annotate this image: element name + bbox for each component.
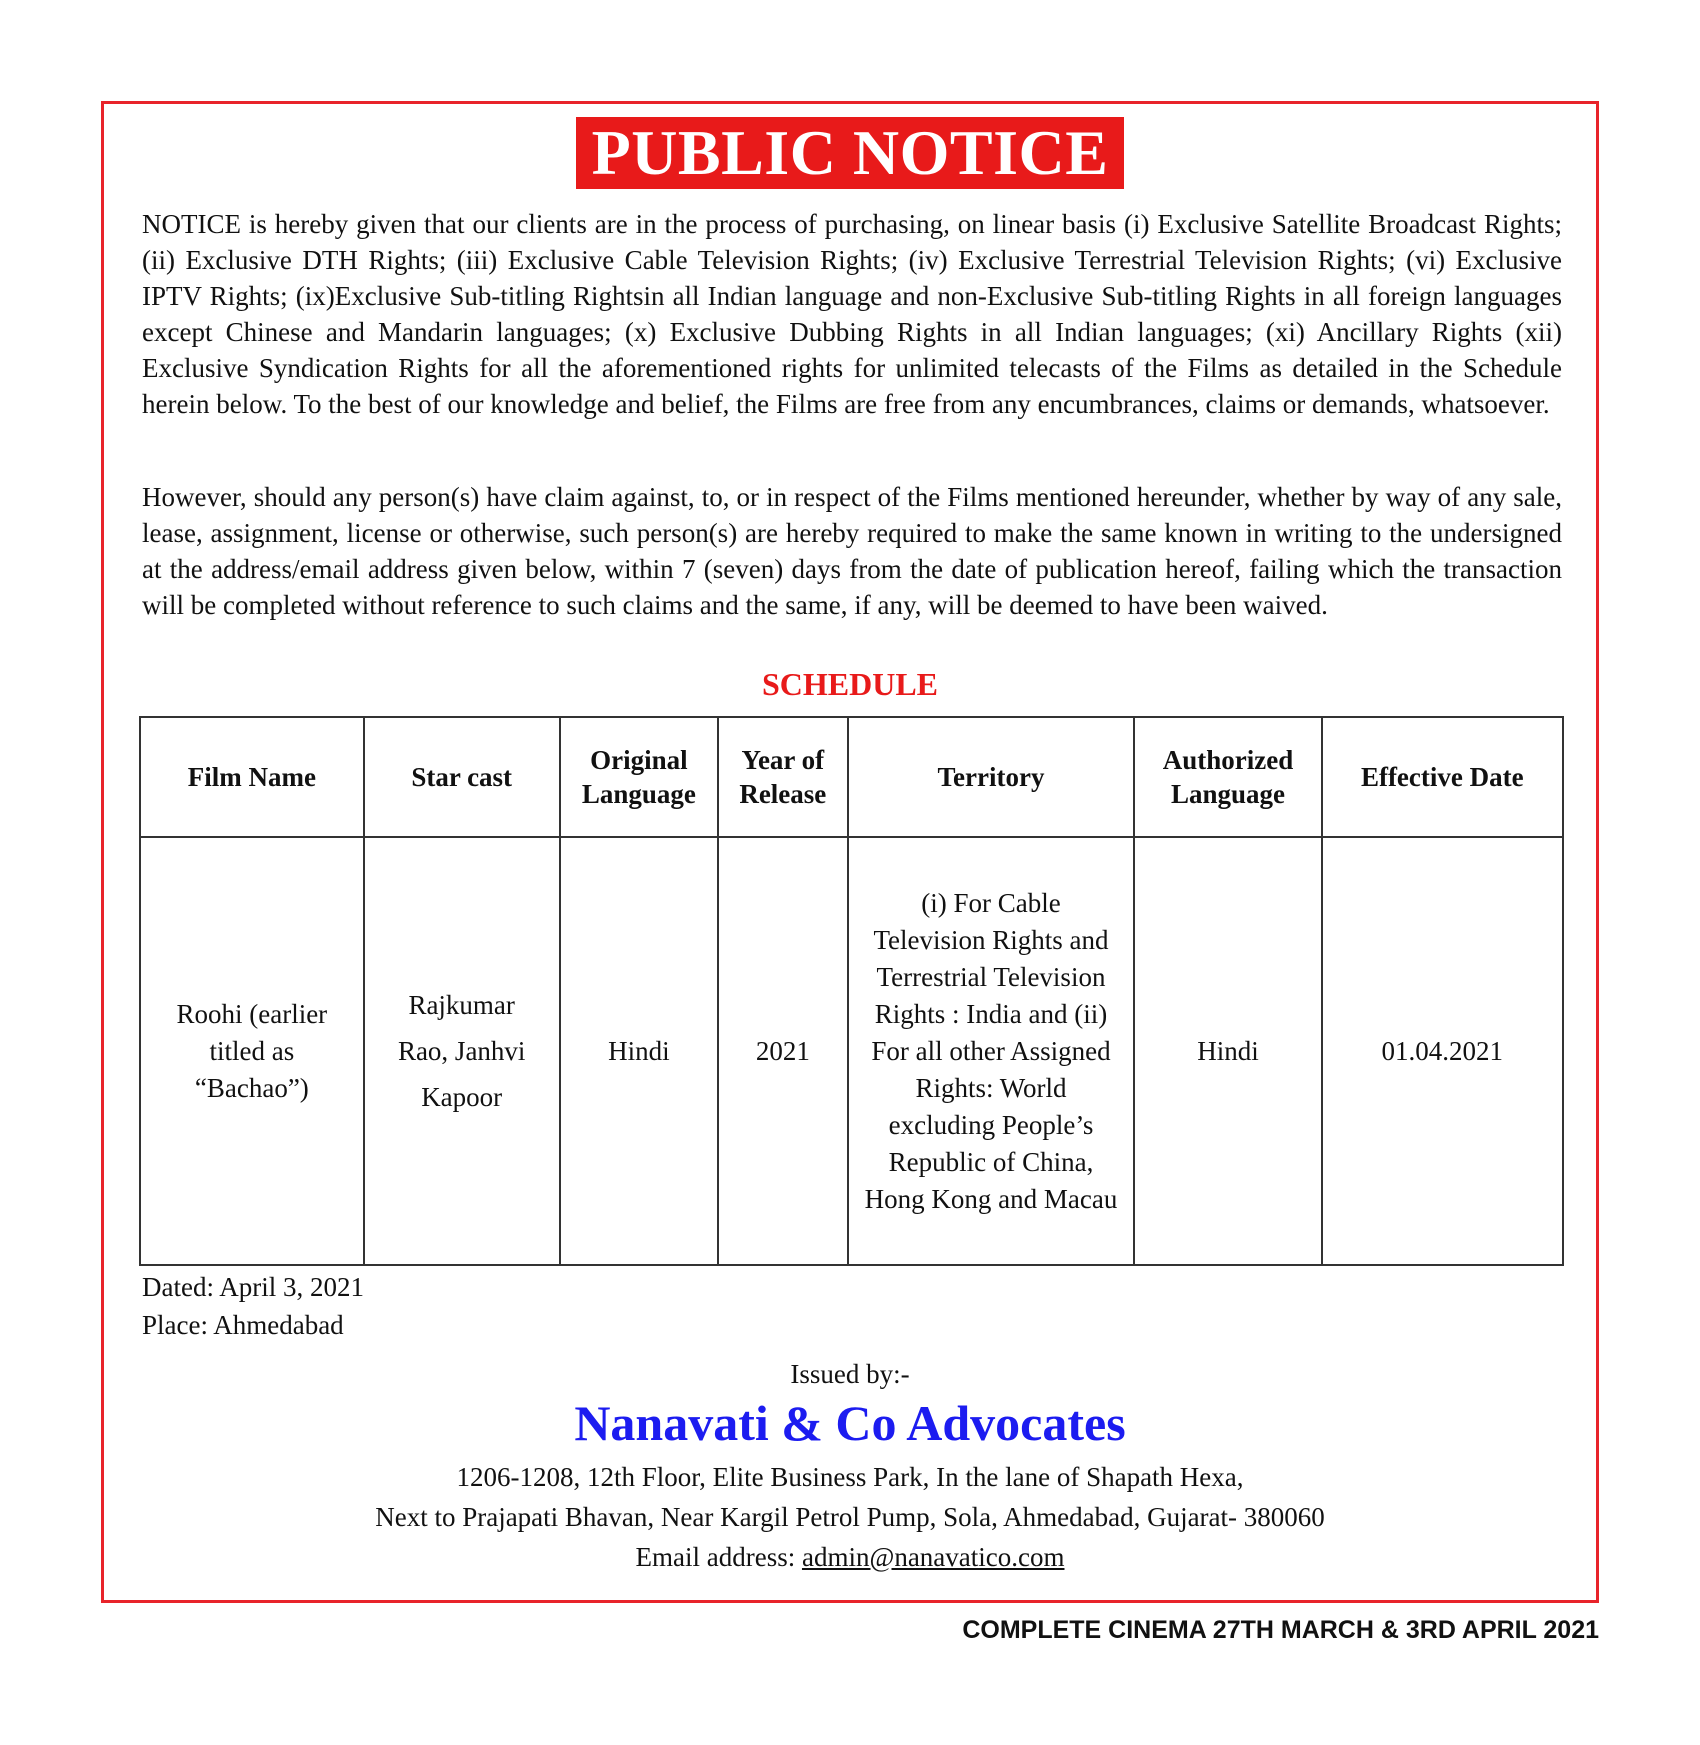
cell-territory: (i) For Cable Television Rights and Terrestrial Television Rights : India and (ii) For all other Assigned Rights: World excluding People’s Republic of China, Hong Kong and Macau (848, 837, 1135, 1265)
cell-star-cast: Rajkumar Rao, Janhvi Kapoor (364, 837, 560, 1265)
email-line (104, 1542, 1596, 1573)
header-authorized-language: Authorized Language (1134, 717, 1321, 837)
schedule-table (139, 716, 1564, 1266)
schedule-heading: SCHEDULE (761, 666, 939, 702)
cell-effective-date: 01.04.2021 (1322, 837, 1563, 1265)
cell-film-name: Roohi (earlier titled as “Bachao”) (140, 837, 364, 1265)
place-text: Place: Ahmedabad (142, 1310, 344, 1340)
header-territory: Territory (848, 717, 1135, 837)
address-line-1: 1206-1208, 12th Floor, Elite Business Park, In the lane of Shapath Hexa, (456, 1462, 1244, 1492)
header-effective-date: Effective Date (1322, 717, 1563, 837)
table-row (140, 837, 1563, 1265)
notice-paragraph-1: NOTICE is hereby given that our clients are in the process of purchasing, on linear basis (i) Exclusive Satellite Broadcast Rights; (ii) Exclusive DTH Rights; (iii) Exclusive Cable Television Rights; (iv) Exclusive Terrestrial Television Rights; (vi) Exclusive IPTV Rights; (ix)Exclusive Sub-titling Rightsin all Indian language and non-Exclusive Sub-titling Rights in all foreign languages except Chinese and Mandarin languages; (x) Exclusive Dubbing Rights in all Indian languages; (xi) Ancillary Rights (xii) Exclusive Syndication Rights for all the aforementioned rights for unlimited telecasts of the Films as detailed in the Schedule herein below. To the best of our knowledge and belief, the Films are free from any encumbrances, claims or demands, whatsoever. (142, 209, 1562, 419)
notice-frame (101, 101, 1599, 1603)
firm-name: Nanavati & Co Advocates (574, 1395, 1126, 1451)
email-link[interactable]: admin@nanavatico.com (801, 1542, 1065, 1572)
header-original-language: Original Language (560, 717, 718, 837)
cell-year-of-release: 2021 (718, 837, 848, 1265)
header-star-cast: Star cast (364, 717, 560, 837)
cell-authorized-language: Hindi (1134, 837, 1321, 1265)
address-line-2: Next to Prajapati Bhavan, Near Kargil Petrol Pump, Sola, Ahmedabad, Gujarat- 380060 (375, 1502, 1325, 1532)
notice-paragraph-2: However, should any person(s) have claim against, to, or in respect of the Films mentioned hereunder, whether by way of any sale, lease, assignment, license or otherwise, such person(s) are hereby required to make the same known in writing to the undersigned at the address/email address given below, within 7 (seven) days from the date of publication hereof, failing which the transaction will be completed without reference to such claims and the same, if any, will be deemed to have been waived. (142, 482, 1562, 620)
dated-text: Dated: April 3, 2021 (142, 1272, 364, 1302)
header-film-name: Film Name (140, 717, 364, 837)
title-wrap (104, 117, 1596, 189)
notice-title: PUBLIC NOTICE (576, 117, 1125, 189)
publication-footer: COMPLETE CINEMA 27TH MARCH & 3RD APRIL 2021 (962, 1616, 1599, 1644)
cell-original-language: Hindi (560, 837, 718, 1265)
header-year-of-release: Year of Release (718, 717, 848, 837)
email-label: Email address: (635, 1542, 802, 1572)
table-header-row (140, 717, 1563, 837)
issued-by-label: Issued by:- (790, 1359, 910, 1389)
